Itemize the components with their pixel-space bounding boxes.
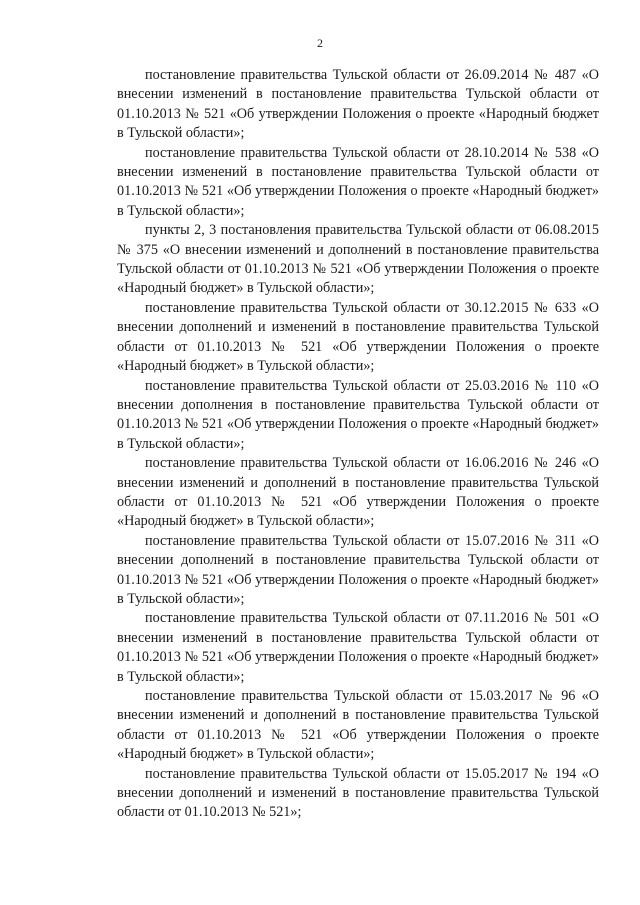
list-item: постановление правительства Тульской области от 15.03.2017 № 96 «О внесении изменений и дополнений в постановление правительства Тульской области от 01.10.2013 № 521 «Об утверждении Положения о проекте «Народный бюджет» в Тульской области»; xyxy=(117,688,599,763)
list-item: постановление правительства Тульской области от 15.07.2016 № 311 «О внесении дополнений в постановление правительства Тульской области от 01.10.2013 № 521 «Об утверждении Положения о проекте «Народный бюджет» в Тульской области»; xyxy=(117,532,599,607)
list-item: постановление правительства Тульской области от 16.06.2016 № 246 «О внесении изменений и дополнений в постановление правительства Тульской области от 01.10.2013 № 521 «Об утверждении Положения о проекте «Народный бюджет» в Тульской области»; xyxy=(117,455,599,530)
list-item: постановление правительства Тульской области от 26.09.2014 № 487 «О внесении изменений в постановление правительства Тульской области от 01.10.2013 № 521 «Об утверждении Положения о проекте «Народный бюджет в Тульской области»; xyxy=(117,67,599,142)
page-number: 2 xyxy=(317,36,323,50)
list-item: постановление правительства Тульской области от 15.05.2017 № 194 «О внесении дополнений и изменений в постановление правительства Тульской области от 01.10.2013 № 521»; xyxy=(117,765,599,821)
document-body xyxy=(117,66,599,823)
list-item: постановление правительства Тульской области от 30.12.2015 № 633 «О внесении дополнений и изменений в постановление правительства Тульской области от 01.10.2013 № 521 «Об утверждении Положения о проекте «Народный бюджет» в Тульской области»; xyxy=(117,299,599,375)
list-item: постановление правительства Тульской области от 07.11.2016 № 501 «О внесении изменений в постановление правительства Тульской области от 01.10.2013 № 521 «Об утверждении Положения о проекте «Народный бюджет» в Тульской области»; xyxy=(117,610,599,685)
list-item: постановление правительства Тульской области от 25.03.2016 № 110 «О внесении дополнения в постановление правительства Тульской области от 01.10.2013 № 521 «Об утверждении Положения о проекте «Народный бюджет» в Тульской области»; xyxy=(117,377,599,452)
list-item: пункты 2, 3 постановления правительства Тульской области от 06.08.2015 № 375 «О внесении изменений и дополнений в постановление правительства Тульской области от 01.10.2013 № 521 «Об утверждении Положения о проекте «Народный бюджет» в Тульской области»; xyxy=(117,222,599,297)
list-item: постановление правительства Тульской области от 28.10.2014 № 538 «О внесении изменений в постановление правительства Тульской области от 01.10.2013 № 521 «Об утверждении Положения о проекте «Народный бюджет» в Тульской области»; xyxy=(117,144,599,219)
